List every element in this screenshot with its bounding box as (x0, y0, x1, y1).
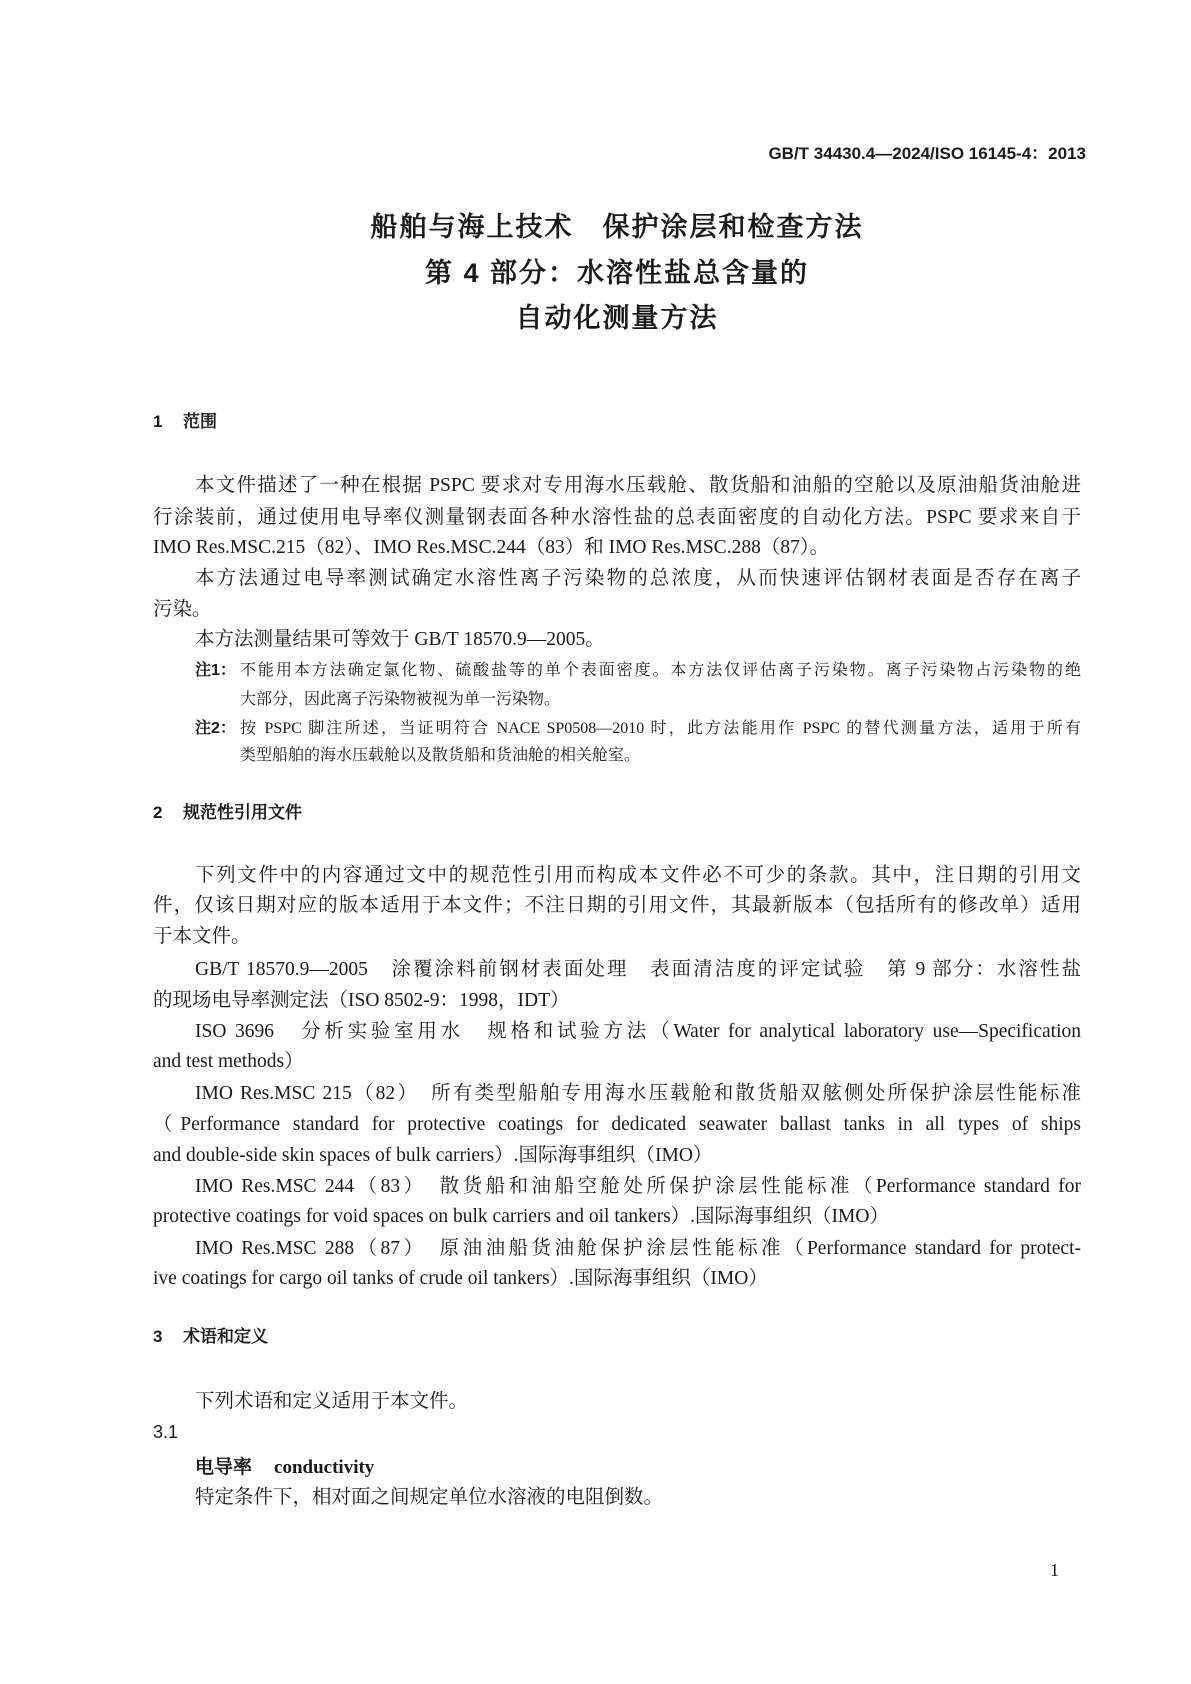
reference-line: IMO Res.MSC 288（87） 原油油船货油舱保护涂层性能标准（Performance standard for protect- (195, 1238, 1081, 1259)
note-label: 注1： (195, 662, 236, 679)
note-line: 类型船舶的海水压载舱以及散货船和货油舱的相关舱室。 (240, 747, 641, 764)
term-english: conductivity (274, 1457, 375, 1478)
reference-line: IMO Res.MSC 244（83） 散货船和油船空舱处所保护涂层性能标准（Performance standard for (195, 1176, 1081, 1197)
section-title: 范围 (183, 412, 217, 431)
note-line: 不能用本方法确定氯化物、硫酸盐等的单个表面密度。本方法仅评估离子污染物。离子污染物占污染物的绝 (240, 662, 1081, 679)
reference-line: protective coatings for void spaces on bulk carriers and oil tankers）.国际海事组织（IMO） (153, 1206, 889, 1227)
body-line: 于本文件。 (153, 926, 251, 947)
section-2-heading (153, 802, 302, 824)
reference-line: ive coatings for cargo oil tanks of crude oil tankers）.国际海事组织（IMO） (153, 1268, 768, 1289)
section-number: 1 (153, 412, 163, 431)
section-title: 规范性引用文件 (183, 803, 302, 822)
body-line: 本方法测量结果可等效于 GB/T 18570.9—2005。 (195, 629, 605, 650)
term-chinese: 电导率 (195, 1457, 253, 1478)
reference-line: GB/T 18570.9—2005 涂覆涂料前钢材表面处理 表面清洁度的评定试验 第 9 部分：水溶性盐 (195, 959, 1081, 980)
note-label: 注2： (195, 720, 236, 737)
page-number: 1 (1050, 1560, 1059, 1580)
term-entry (195, 1452, 374, 1479)
body-line: 污染。 (153, 599, 212, 620)
body-line: 下列文件中的内容通过文中的规范性引用而构成本文件必不可少的条款。其中，注日期的引用文 (195, 865, 1081, 886)
reference-line: 的现场电导率测定法（ISO 8502-9：1998，IDT） (153, 990, 570, 1011)
document-number: GB/T 34430.4—2024/ISO 16145-4：2013 (768, 144, 1086, 163)
section-number: 2 (153, 803, 163, 822)
reference-line: ISO 3696 分析实验室用水 规格和试验方法（Water for analytical laboratory use—Specification (195, 1021, 1081, 1042)
clause-number: 3.1 (153, 1422, 179, 1442)
title-line-3: 自动化测量方法 (515, 303, 719, 333)
title-line-2: 第 4 部分：水溶性盐总含量的 (424, 258, 810, 288)
term-definition: 特定条件下，相对面之间规定单位水溶液的电阻倒数。 (195, 1487, 664, 1508)
body-line: IMO Res.MSC.215（82）、IMO Res.MSC.244（83）和 IMO Res.MSC.288（87）。 (153, 537, 830, 558)
section-number: 3 (153, 1327, 163, 1346)
reference-line: and double-side skin spaces of bulk carriers）.国际海事组织（IMO） (153, 1145, 713, 1166)
body-line: 行涂装前，通过使用电导率仪测量钢表面各种水溶性盐的总表面密度的自动化方法。PSPC 要求来自于 (153, 507, 1081, 528)
section-title: 术语和定义 (183, 1327, 268, 1346)
title-line-1: 船舶与海上技术 保护涂层和检查方法 (370, 212, 864, 242)
note-line: 按 PSPC 脚注所述，当证明符合 NACE SP0508—2010 时，此方法能用作 PSPC 的替代测量方法，适用于所有 (240, 720, 1081, 737)
body-line: 下列术语和定义适用于本文件。 (195, 1391, 469, 1412)
reference-line: and test methods） (153, 1051, 304, 1072)
section-3-heading (153, 1326, 268, 1348)
reference-line: （Performance standard for protective coatings for dedicated seawater ballast tanks in all types of ships (153, 1114, 1081, 1135)
reference-line: IMO Res.MSC 215（82） 所有类型船舶专用海水压载舱和散货船双舷侧处所保护涂层性能标准 (195, 1083, 1081, 1104)
section-1-heading (153, 411, 217, 433)
note-line: 大部分，因此离子污染物被视为单一污染物。 (240, 691, 561, 708)
body-line: 本方法通过电导率测试确定水溶性离子污染物的总浓度，从而快速评估钢材表面是否存在离子 (195, 568, 1081, 589)
body-line: 本文件描述了一种在根据 PSPC 要求对专用海水压载舱、散货船和油船的空舱以及原油船货油舱进 (195, 475, 1081, 496)
body-line: 件，仅该日期对应的版本适用于本文件；不注日期的引用文件，其最新版本（包括所有的修改单）适用 (153, 895, 1081, 916)
